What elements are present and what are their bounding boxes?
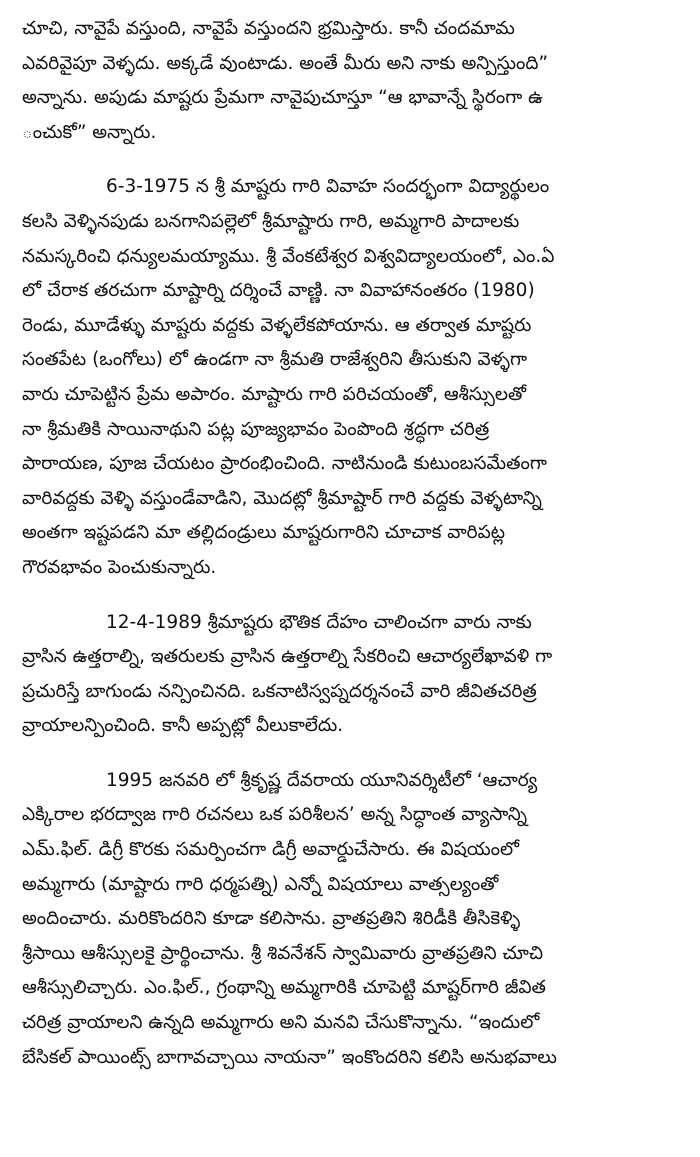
text-line: అంతగా ఇష్టపడని మా తల్లిదండ్రులు మాష్టరుగారిని చూచాక వారిపట్ల	[22, 522, 506, 544]
text-line: ఆశీస్సులిచ్చారు. ఎం.ఫిల్., గ్రంథాన్ని అమ్మగారికి చూపెట్టి మాష్టర్‌గారి జీవిత	[22, 977, 546, 999]
text-line: వారివద్దకు వెళ్ళి వస్తుండేవాడిని, మొదట్లో శ్రీమాష్టార్ గారి వద్దకు వెళ్ళటాన్ని	[22, 487, 542, 509]
text-line: 1995 జనవరి లో శ్రీకృష్ణ దేవరాయ యూనివర్శిటీలో ‘ఆచార్య	[106, 769, 538, 791]
text-line: 12-4-1989 శ్రీమాష్టరు భౌతిక దేహం చాలించగా వారు నాకు	[106, 611, 532, 633]
text-line: గౌరవభావం పెంచుకున్నారు.	[22, 556, 217, 578]
text-line: ఎవరివైపూ వెళ్ళదు. అక్కడే వుంటాడు. అంతే మీరు అని నాకు అన్పిస్తుంది”	[22, 52, 549, 74]
paragraph-gap	[22, 150, 678, 170]
text-line: కలసి వెళ్ళినపుడు బనగానిపల్లెలో శ్రీమాష్టారు గారి, అమ్మగారి పాదాలకు	[22, 210, 520, 232]
text-line: నమస్కరించి ధన్యులమయ్యాము. శ్రీ వేంకటేశ్వర విశ్వవిద్యాలయంలో, ఎం.ఏ	[22, 245, 555, 267]
text-line: చరిత్ర వ్రాయాలని ఉన్నది అమ్మగారు అని మనవి చేసుకొన్నాను. “ఇందులో	[22, 1012, 540, 1034]
text-line: ప్రచురిస్తే బాగుండు నన్పించినది. ఒకనాటిస్వప్నదర్శనంచే వారి జీవితచరిత్ర	[22, 680, 537, 702]
text-line: రెండు, మూడేళ్ళు మాష్టరు వద్దకు వెళ్ళలేకపోయాను. ఆ తర్వాత మాష్టరు	[22, 314, 532, 336]
text-line: శ్రీసాయి ఆశీస్సులకై ప్రార్థించాను. శ్రీ శివనేశన్ స్వామివారు వ్రాతప్రతిని చూచి	[22, 942, 544, 964]
text-line: ఎమ్.ఫిల్. డిగ్రీ కొరకు సమర్పించగా డిగ్రీ అవార్డుచేసారు. ఈ విషయంలో	[22, 839, 520, 861]
text-line: చూచి, నావైపే వస్తుంది, నావైపే వస్తుందని భ్రమిస్తారు. కానీ చందమామ	[22, 18, 515, 39]
paragraph-gap	[22, 586, 678, 606]
text-line: అందించారు. మరికొందరిని కూడా కలిసాను. వ్రాతప్రతిని శిరిడీకి తీసికెళ్ళి	[22, 908, 521, 930]
text-line: ఎక్కిరాల భరద్వాజ గారి రచనలు ఒక పరిశీలన’ అన్న సిద్ధాంత వ్యాసాన్ని	[22, 804, 528, 826]
text-line: వారు చూపెట్టిన ప్రేమ అపారం. మాష్టారు గారి పరిచయంతో, ఆశీస్సులతో	[22, 383, 527, 405]
text-line: నా శ్రీమతికి సాయినాథుని పట్ల పూజ్యభావం పెంపొంది శ్రద్ధగా చరిత్ర	[22, 418, 490, 440]
text-line: వ్రాయాలన్పించింది. కానీ అప్పట్లో వీలుకాలేదు.	[22, 715, 344, 737]
text-line: సంతపేట (ఒంగోలు) లో ఉండగా నా శ్రీమతి రాజేశ్వరిని తీసుకుని వెళ్ళగా	[22, 349, 528, 371]
text-line: ంచుకో” అన్నారు.	[22, 121, 157, 143]
text-line: వ్రాసిన ఉత్తరాల్ని, ఇతరులకు వ్రాసిన ఉత్తరాల్ని సేకరించి ఆచార్యలేఖావళి గా	[22, 646, 553, 668]
paragraph-4	[22, 764, 678, 1075]
paragraph-gap	[22, 744, 678, 764]
text-line: అమ్మగారు (మాష్టారు గారి ధర్మపత్ని) ఎన్నో విషయాలు వాత్సల్యంతో	[22, 873, 499, 895]
paragraph-1	[22, 12, 678, 150]
text-line: పారాయణ, పూజ చేయటం ప్రారంభించింది. నాటినుండి కుటుంబసమేతంగా	[22, 453, 547, 475]
text-line: అన్నాను. అపుడు మాష్టరు ప్రేమగా నావైపుచూస్తూ “ఆ భావాన్నే స్థిరంగా ఉ	[22, 87, 543, 109]
text-line: బేసికల్ పాయింట్స్ బాగావచ్చాయి నాయనా” ఇంకొందరిని కలిసి అనుభవాలు	[22, 1046, 557, 1068]
text-line: 6-3-1975 న శ్రీ మాష్టరు గారి వివాహ సందర్భంగా విద్యార్థులం	[106, 176, 550, 198]
paragraph-3	[22, 606, 678, 744]
paragraph-2	[22, 170, 678, 585]
text-line: లో చేరాక తరచుగా మాష్టార్ని దర్శించే వాణ్ణి. నా వివాహానంతరం (1980)	[22, 280, 535, 302]
